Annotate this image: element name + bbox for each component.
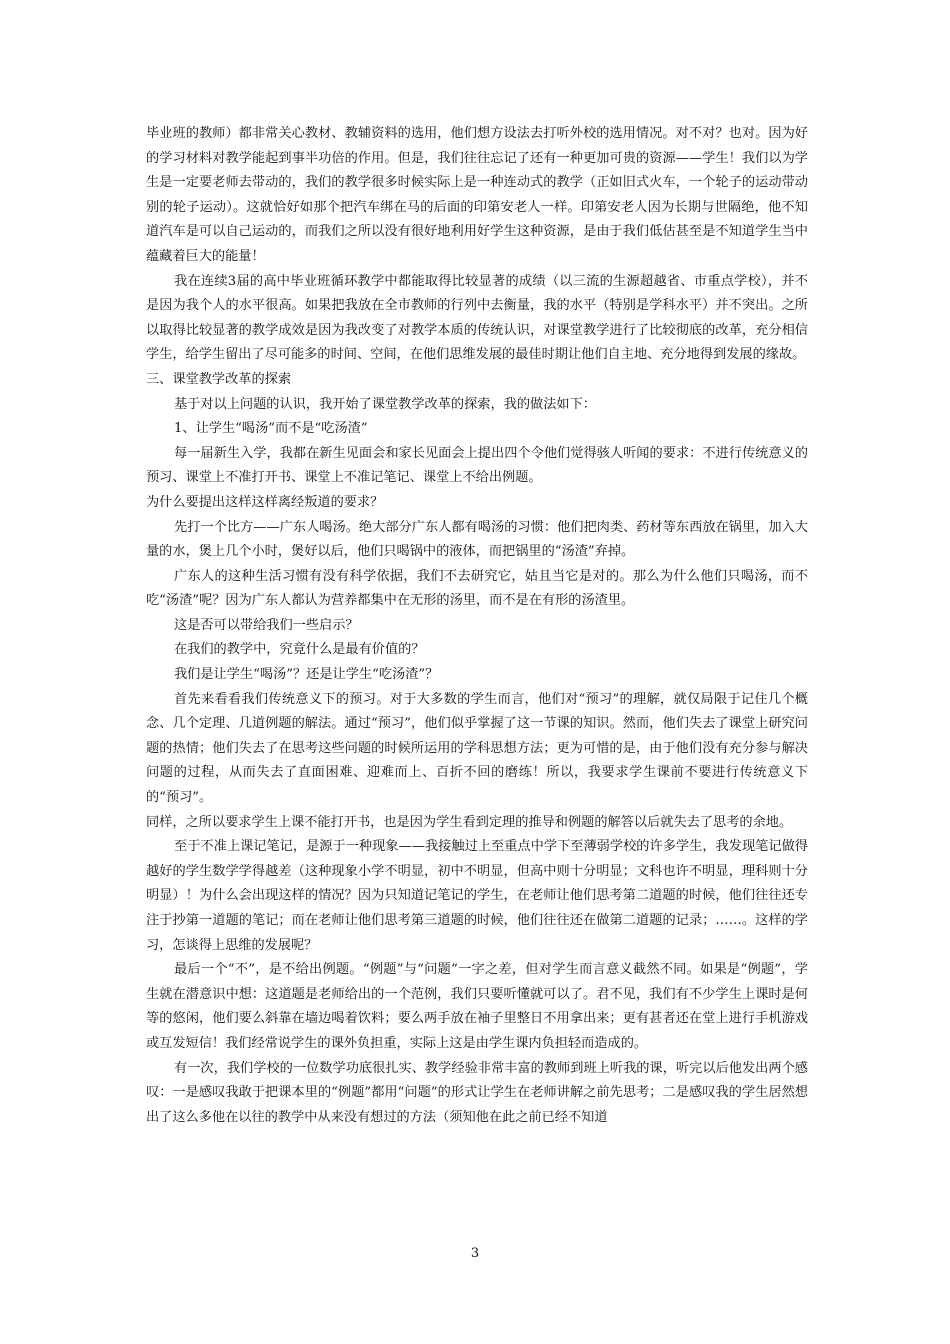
paragraph: 最后一个“不”，是不给出例题。“例题”与“问题”一字之差，但对学生而言意义截然不同。如果是“例题”，学生就在潜意识中想：这道题是老师给出的一个范例，我们只要听懂就可以了。君不见，我们有不少学生上课时是何等的悠闲，他们要么斜靠在墙边喝着饮料；要么两手放在袖子里整日不用拿出来；更有甚者还在堂上进行手机游戏或互发短信！我们经常说学生的课外负担重，实际上这是由学生课内负担轻而造成的。 <box>146 962 808 1051</box>
document-body <box>146 122 808 1130</box>
paragraph: 同样，之所以要求学生上课不能打开书，也是因为学生看到定理的推导和例题的解答以后就失去了思考的余地。 <box>146 814 793 830</box>
paragraph: 毕业班的教师）都非常关心教材、教辅资料的选用，他们想方设法去打听外校的选用情况。对不对？也对。因为好的学习材料对教学能起到事半功倍的作用。但是，我们往往忘记了还有一种更加可贵的资源——学生！我们以为学生是一定要老师去带动的，我们的教学很多时候实际上是一种连动式的教学（正如旧式火车，一个轮子的运动带动别的轮子运动）。这就恰好如那个把汽车绑在马的后面的印第安老人一样。印第安老人因为长期与世隔绝，他不知道汽车是可以自己运动的，而我们之所以没有很好地利用好学生这种资源，是由于我们低估甚至是不知道学生当中蕴藏着巨大的能量！ <box>146 126 808 264</box>
paragraph: 我们是让学生“喝汤”？还是让学生“吃汤渣”？ <box>174 667 439 683</box>
paragraph: 1、让学生“喝汤”而不是“吃汤渣” <box>174 421 368 437</box>
paragraph: 有一次，我们学校的一位数学功底很扎实、教学经验非常丰富的教师到班上听我的课，听完以后他发出两个感叹：一是感叹我敢于把课本里的“例题”都用“问题”的形式让学生在老师讲解之前先思考；二是感叹我的学生居然想出了这么多他在以往的教学中从来没有想过的方法（须知他在此之前已经不知道 <box>146 1060 808 1125</box>
paragraph: 这是否可以带给我们一些启示？ <box>174 617 359 633</box>
page-number: 3 <box>470 1246 480 1261</box>
paragraph: 为什么要提出这样这样离经叛道的要求？ <box>146 494 384 510</box>
paragraph: 至于不准上课记笔记，是源于一种现象——我接触过上至重点中学下至薄弱学校的许多学生，我发现笔记做得越好的学生数学学得越差（这种现象小学不明显，初中不明显，但高中则十分明显；文科也许不明显，理科则十分明显）！为什么会出现这样的情况？因为只知道记笔记的学生，在老师让他们思考第二道题的时候，他们往往还专注于抄第一道题的笔记；而在老师让他们思考第三道题的时候，他们往往还在做第二道题的记录；……。这样的学习，怎谈得上思维的发展呢？ <box>146 839 808 953</box>
paragraph: 广东人的这种生活习惯有没有科学依据，我们不去研究它，姑且当它是对的。那么为什么他们只喝汤，而不吃“汤渣”呢？因为广东人都认为营养都集中在无形的汤里，而不是在有形的汤渣里。 <box>146 568 808 609</box>
paragraph: 每一届新生入学，我都在新生见面会和家长见面会上提出四个令他们觉得骇人听闻的要求：不进行传统意义的预习、课堂上不准打开书、课堂上不准记笔记、课堂上不给出例题。 <box>146 445 808 486</box>
paragraph: 三、课堂教学改革的探索 <box>146 371 292 387</box>
paragraph: 我在连续3届的高中毕业班循环教学中都能取得比较显著的成绩（以三流的生源超越省、市重点学校），并不是因为我个人的水平很高。如果把我放在全市教师的行列中去衡量，我的水平（特别是学科水平）并不突出。之所以取得比较显著的教学成效是因为我改变了对教学本质的传统认识，对课堂教学进行了比较彻底的改革，充分相信学生，给学生留出了尽可能多的时间、空间，在他们思维发展的最佳时期让他们自主地、充分地得到发展的缘故。 <box>146 273 808 363</box>
paragraph: 先打一个比方——广东人喝汤。绝大部分广东人都有喝汤的习惯：他们把肉类、药材等东西放在锅里，加入大量的水，煲上几个小时，煲好以后，他们只喝锅中的液体，而把锅里的“汤渣”弃掉。 <box>146 519 808 560</box>
paragraph: 基于对以上问题的认识，我开始了课堂教学改革的探索，我的做法如下： <box>174 396 596 412</box>
paragraph: 首先来看看我们传统意义下的预习。对于大多数的学生而言，他们对“预习”的理解，就仅局限于记住几个概念、几个定理、几道例题的解法。通过“预习”，他们似乎掌握了这一节课的知识。然而，他们失去了课堂上研究问题的热情；他们失去了在思考这些问题的时候所运用的学科思想方法；更为可惜的是，由于他们没有充分参与解决问题的过程，从而失去了直面困难、迎难而上、百折不回的磨练！所以，我要求学生课前不要进行传统意义下的“预习”。 <box>146 691 808 806</box>
paragraph: 在我们的教学中，究竟什么是最有价值的？ <box>174 642 425 658</box>
